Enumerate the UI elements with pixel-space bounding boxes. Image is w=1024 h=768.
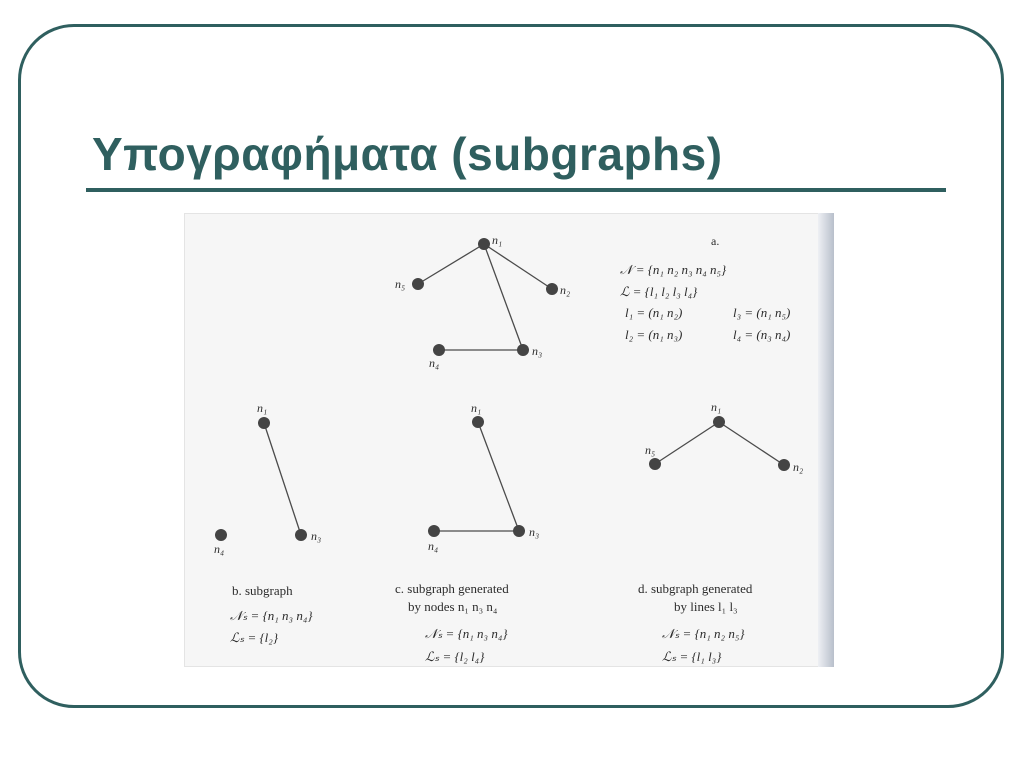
panel-b-label-n1: n₁ [257,401,268,415]
panel-c-node-set: 𝒩ₛ = {n₁ n₃ n₄} [425,626,508,641]
panel-d-line-set: ℒₛ = {l₁ l₃} [662,649,722,664]
panel-d-caption-line2: by lines l₁ l₃ [674,599,738,614]
panel-b-node-set: 𝒩ₛ = {n₁ n₃ n₄} [230,608,313,623]
panel-b-caption: b. subgraph [232,583,293,598]
panel-d-label-n1: n₁ [711,400,722,414]
panel-a-node-n5 [412,278,424,290]
panel-a-node-n3 [517,344,529,356]
panel-d-node-n2 [778,459,790,471]
panel-a-node-n2 [546,283,558,295]
panel-c-label-n1: n₁ [471,401,482,415]
panel-a-label-n4: n₄ [429,356,440,370]
textbook-figure [184,213,834,667]
panel-d-node-set: 𝒩ₛ = {n₁ n₂ n₅} [662,626,745,641]
panel-c-edge-l2 [478,422,519,531]
panel-c-node-n4 [428,525,440,537]
panel-a-label-n3: n₃ [532,344,543,358]
panel-a [395,233,790,370]
panel-c-node-n1 [472,416,484,428]
panel-a-letter: a. [711,234,720,248]
panel-b-node-n3 [295,529,307,541]
panel-c-label-n3: n₃ [529,525,540,539]
slide-title: Υπογραφήματα (subgraphs) [92,128,723,180]
panel-d-label-n2: n₂ [793,460,804,474]
panel-c-node-n3 [513,525,525,537]
panel-c-label-n4: n₄ [428,539,439,553]
panel-d-edge-l1 [719,422,784,465]
panel-c-caption-line1: c. subgraph generated [395,581,509,596]
panel-a-label-n2: n₂ [560,283,571,297]
subgraph-diagram [184,213,834,667]
panel-b-node-n1 [258,417,270,429]
title-underline [86,188,946,192]
panel-a-l1-def: l₁ = (n₁ n₂) [625,305,683,320]
panel-a-label-n5: n₅ [395,277,406,291]
panel-a-node-set: 𝒩 = {n₁ n₂ n₃ n₄ n₅} [620,262,727,277]
panel-b-edge-l2 [264,423,301,535]
panel-b-label-n4: n₄ [214,542,225,556]
panel-d [638,400,803,664]
panel-a-l2-def: l₂ = (n₁ n₃) [625,327,683,342]
panel-b-line-set: ℒₛ = {l₂} [230,630,279,645]
panel-c-line-set: ℒₛ = {l₂ l₄} [425,649,485,664]
panel-a-node-n4 [433,344,445,356]
panel-a-l4-def: l₄ = (n₃ n₄) [733,327,791,342]
panel-d-label-n5: n₅ [645,443,656,457]
panel-d-edge-l3 [655,422,719,464]
panel-a-l3-def: l₃ = (n₁ n₅) [733,305,791,320]
panel-d-node-n5 [649,458,661,470]
panel-a-edge-l1 [484,244,552,289]
panel-a-edge-l2 [484,244,523,350]
panel-a-label-n1: n₁ [492,233,503,247]
panel-d-caption-line1: d. subgraph generated [638,581,753,596]
panel-c [395,401,539,664]
panel-a-line-set: ℒ = {l₁ l₂ l₃ l₄} [620,284,698,299]
panel-d-node-n1 [713,416,725,428]
panel-b [214,401,321,645]
panel-b-label-n3: n₃ [311,529,322,543]
panel-c-caption-line2: by nodes n₁ n₃ n₄ [408,599,498,614]
panel-a-node-n1 [478,238,490,250]
panel-a-edge-l3 [418,244,484,284]
panel-b-node-n4 [215,529,227,541]
